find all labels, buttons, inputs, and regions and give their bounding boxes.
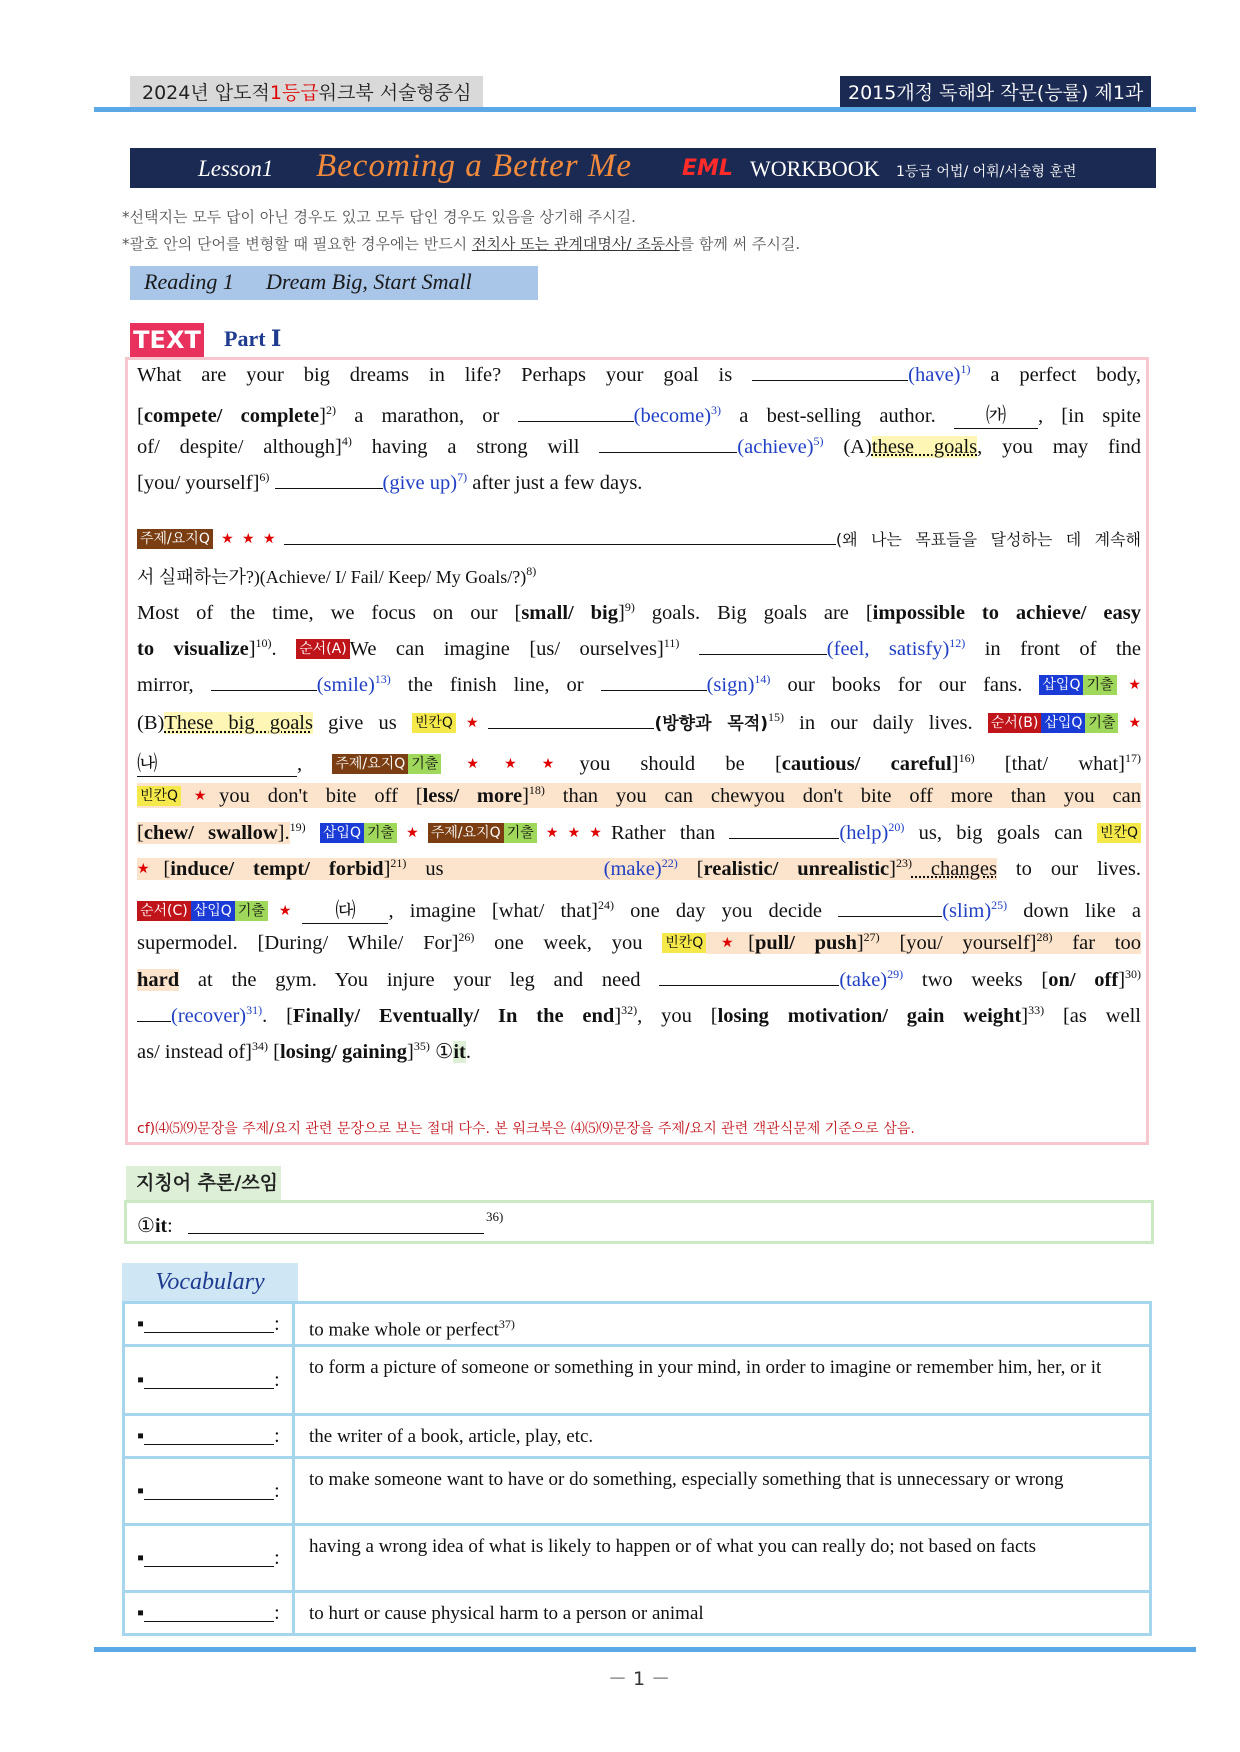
passage-line-19: as/ instead of]$^{34)}$ [losing/ gaining]$^{35)}$ ①it. xyxy=(137,1039,471,1063)
header-workbook-title: 2024년 압도적1등급워크북 서술형중심 xyxy=(130,76,483,107)
workbook-label: WORKBOOK xyxy=(750,156,880,181)
past-exam-tag: 기출 xyxy=(1083,675,1116,695)
blank-q-tag: 빈칸Q xyxy=(662,933,706,953)
passage-line-10: (B)These big goals give us 빈칸Q ★ (방향과 목적)$^{15)}$ in our daily lives. 순서(B) 삽입Q 기출 ★ xyxy=(137,710,1142,734)
insert-tag: 삽입Q xyxy=(1039,675,1083,695)
vocab-term-cell[interactable]: ▪ : xyxy=(125,1416,295,1456)
instruction-note-1: *선택지는 모두 답이 아닌 경우도 있고 모두 답인 경우도 있음을 상기해 주시길. xyxy=(122,208,636,226)
past-exam-tag: 기출 xyxy=(235,901,268,921)
vocab-row xyxy=(125,1416,1149,1459)
vocab-row xyxy=(125,1347,1149,1416)
vocab-term-cell[interactable]: ▪ : xyxy=(125,1459,295,1523)
past-exam-tag: 기출 xyxy=(504,823,537,843)
blank-q-tag: 빈칸Q xyxy=(137,786,181,806)
passage-line-15: 순서(C) 삽입Q 기출 ★ ㈐ , imagine [what/ that]$^{24)}$ one day you decide $(slim)^{25)}$ down like a xyxy=(137,893,1141,924)
passage-line-6: 서 실패하는가?)(Achieve/ I/ Fail/ Keep/ My Goals/?)$^{8)}$ xyxy=(137,564,537,587)
passage-line-17: hard at the gym. You injure your leg and need (take)$^{29)}$ two weeks [on/ off]$^{30)}$ xyxy=(137,967,1142,991)
reference-it: it xyxy=(453,1041,466,1063)
order-a-tag: 순서(A) xyxy=(296,639,350,659)
vocab-row xyxy=(125,1526,1149,1593)
vocabulary-table xyxy=(122,1301,1152,1636)
passage-line-11: ㈏ , 주제/요지Q 기출 ★★★you should be [cautious/ careful]$^{16)}$ [that/ what]$^{17)}$ xyxy=(137,746,1141,777)
header-course-title: 2015개정 독해와 작문(능률) 제1과 xyxy=(840,76,1151,107)
past-exam-tag: 기출 xyxy=(408,754,441,774)
highlight-these-big-goals: These big goals xyxy=(164,712,313,734)
reading-heading xyxy=(130,266,538,300)
vocab-row xyxy=(125,1304,1149,1347)
passage-line-12: 빈칸Q ★you don't bite off [less/ more]$^{18)}$ than you can chewyou don't bite off more than you can xyxy=(137,783,1141,808)
brand-logo: EML xyxy=(682,156,733,181)
vocab-definition: having a wrong idea of what is likely to happen or of what you can really do; not based on facts xyxy=(309,1536,1037,1557)
gap-marker-ga[interactable]: ㈎ xyxy=(954,398,1038,429)
workbook-subtitle: 1등급 어법/ 어휘/서술형 훈련 xyxy=(896,164,1077,180)
answer-blank[interactable] xyxy=(137,1005,171,1022)
passage-line-3: of/ despite/ although]$^{4)}$ having a strong will (achieve)$^{5)}$ (A)these goals, you may find xyxy=(137,434,1141,458)
passage-line-9: mirror, (smile)$^{13)}$ the finish line, or (sign)$^{14)}$ our books for our fans. 삽입Q 기출 ★ xyxy=(137,672,1141,696)
lesson-title: Becoming a Better Me xyxy=(316,148,632,184)
insert-tag: 삽입Q xyxy=(1041,713,1085,733)
top-divider xyxy=(94,107,1196,112)
reading-title: Dream Big, Start Small xyxy=(266,269,472,294)
vocab-definition: the writer of a book, article, play, etc. xyxy=(309,1426,594,1447)
answer-blank[interactable] xyxy=(601,674,707,691)
page-number: － 1 － xyxy=(608,1668,671,1690)
header-grade-highlight: 1등급 xyxy=(269,82,319,104)
past-exam-tag: 기출 xyxy=(364,823,397,843)
commentary-note: cf)⑷⑸⑼문장을 주제/요지 관련 문장으로 보는 절대 다수. 본 워크북은 ⑷⑸⑼문장을 주제/요지 관련 객관식문제 기준으로 삼음. xyxy=(137,1121,915,1137)
answer-blank[interactable] xyxy=(488,712,654,729)
bottom-divider xyxy=(94,1647,1196,1652)
lesson-banner xyxy=(130,148,1156,188)
vocab-term-cell[interactable]: ▪ : xyxy=(125,1304,295,1344)
vocab-term-cell[interactable]: ▪ : xyxy=(125,1593,295,1633)
vocab-row xyxy=(125,1459,1149,1526)
passage-line-14: ★[induce/ tempt/ forbid]$^{21)}$ us (make)$^{22)}$ [realistic/ unrealistic]$^{23)}$ changes to our lives. xyxy=(137,856,1141,880)
passage-line-13: [chew/ swallow].$^{19)}$ 삽입Q 기출 ★ 주제/요지Q 기출 ★★★Rather than (help)$^{20)}$ us, big goals can 빈칸Q xyxy=(137,820,1141,845)
passage-line-1: What are your big dreams in life? Perhaps your goal is (have)$^{1)}$ a perfect body, xyxy=(137,362,1142,386)
passage-line-8: to visualize]$^{10)}$. 순서(A) We can imagine [us/ ourselves]$^{11)}$ (feel, satisfy)$^{12)}$ in front of the xyxy=(137,636,1142,660)
part-label: Part Ⅰ xyxy=(224,326,282,351)
vocab-definition: to hurt or cause physical harm to a person or animal xyxy=(309,1603,704,1624)
passage-line-2: [compete/ complete]$^{2)}$ a marathon, or (become)$^{3)}$ a best-selling author. ㈎ , [in spite xyxy=(137,398,1141,429)
answer-blank[interactable] xyxy=(729,822,839,839)
topic-tag: 주제/요지Q xyxy=(428,823,504,843)
answer-blank-topic[interactable] xyxy=(284,528,836,545)
reference-answer-line[interactable] xyxy=(188,1218,484,1234)
answer-blank[interactable] xyxy=(275,472,383,489)
topic-tag: 주제/요지Q xyxy=(332,754,408,774)
lesson-label: Lesson1 xyxy=(198,156,274,181)
text-badge: TEXT xyxy=(130,323,204,357)
answer-blank[interactable] xyxy=(699,638,827,655)
reference-label: ①it: xyxy=(137,1215,173,1237)
answer-blank[interactable] xyxy=(659,969,839,986)
vocab-definition: to form a picture of someone or something in your mind, in order to imagine or remember him, her, or it xyxy=(309,1357,1102,1378)
order-c-tag: 순서(C) xyxy=(137,901,191,921)
reference-number: 36) xyxy=(486,1209,504,1224)
star-rating: ★★★ xyxy=(212,532,284,547)
vocab-term-cell[interactable]: ▪ : xyxy=(125,1347,295,1413)
vocab-definition: to make whole or perfect$^{37)}$ xyxy=(309,1317,515,1341)
highlight-these-goals: these goals xyxy=(871,435,978,458)
answer-blank[interactable] xyxy=(211,674,317,691)
instruction-note-2: *괄호 안의 단어를 변형할 때 필요한 경우에는 반드시 전치사 또는 관계대명사/ 조동사를 함께 써 주시길. xyxy=(122,235,801,253)
reference-heading: 지칭어 추론/쓰임 xyxy=(126,1166,281,1200)
passage-line-16: supermodel. [During/ While/ For]$^{26)}$ one week, you 빈칸Q ★[pull/ push]$^{27)}$ [you/ yourself]$^{28)}$ far too xyxy=(137,930,1141,954)
order-b-tag: 순서(B) xyxy=(988,713,1042,733)
insert-tag: 삽입Q xyxy=(320,823,364,843)
answer-blank[interactable] xyxy=(838,900,942,917)
blank-q-tag: 빈칸Q xyxy=(1097,823,1141,843)
answer-blank[interactable] xyxy=(518,405,634,422)
vocab-row xyxy=(125,1593,1149,1633)
topic-tag: 주제/요지Q xyxy=(137,529,213,549)
passage-line-7: Most of the time, we focus on our [small/ big]$^{9)}$ goals. Big goals are [impossible to achieve/ easy xyxy=(137,600,1142,624)
past-exam-tag: 기출 xyxy=(1085,713,1118,733)
gap-marker-da[interactable]: ㈐ xyxy=(302,893,388,924)
answer-blank[interactable] xyxy=(752,364,908,381)
vocab-definition: to make someone want to have or do something, especially something that is unnecessary or wrong xyxy=(309,1469,1064,1490)
passage-line-18: (recover)$^{31)}$. [Finally/ Eventually/ In the end]$^{32)}$, you [losing motivation/ gain weight]$^{33)}$ [as well xyxy=(137,1003,1141,1028)
passage-line-5: 주제/요지Q ★★★ (왜 나는 목표들을 달성하는 데 계속해 xyxy=(137,527,1141,551)
answer-blank[interactable] xyxy=(599,436,737,453)
passage-line-4: [you/ yourself]$^{6)}$ (give up)$^{7)}$ after just a few days. xyxy=(137,470,643,494)
vocabulary-heading: Vocabulary xyxy=(122,1263,298,1301)
reading-label: Reading 1 xyxy=(144,269,234,294)
insert-tag: 삽입Q xyxy=(191,901,235,921)
vocab-term-cell[interactable]: ▪ : xyxy=(125,1526,295,1590)
blank-q-tag: 빈칸Q xyxy=(412,713,456,733)
gap-marker-na[interactable]: ㈏ xyxy=(137,746,297,777)
